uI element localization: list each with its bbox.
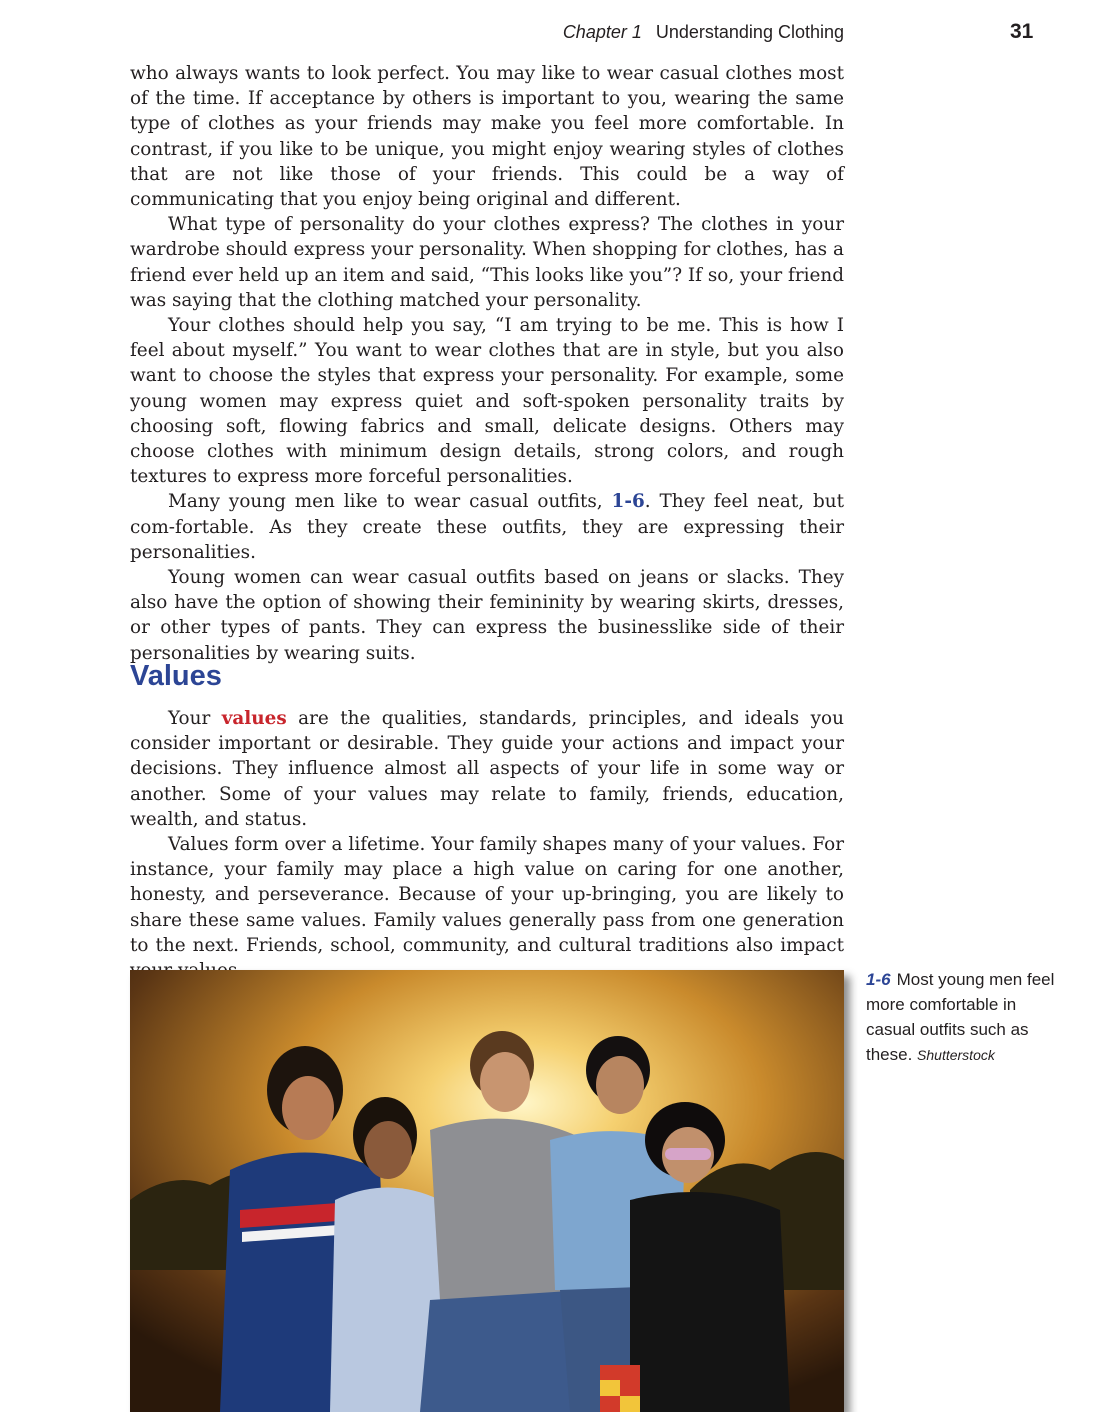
page-number: 31 [1010,20,1034,43]
figure-number: 1-6 [866,970,891,989]
paragraph-text: Your [168,708,222,729]
caption-text: Most young men feel more comfortable in casual outfits such as these. [866,970,1055,1064]
chapter-label: Chapter 1 [562,22,642,42]
paragraph: What type of personality do your clothes express? The clothes in your wardrobe should express your personality. When shopping for clothes, has a friend ever held up an item and said, “This looks like you”? If so, your friend was saying that the clothing matched your personality. [130,214,844,311]
paragraph-text: . They feel neat, but com-fortable. As they create these outfits, they are expressing their personalities. [130,491,844,563]
group-photo-illustration [130,970,844,1412]
section-heading-values: Values [130,660,222,692]
paragraph: who always wants to look perfect. You may like to wear casual clothes most of the time. If acceptance by others is important to you, wearing the same type of clothes as your friends may make you feel more comfortable. In contrast, if you like to be unique, you might enjoy wearing styles of clothes that are not like those of your friends. This could be a way of communicating that you enjoy being original and different. [130,63,844,211]
paragraph: Your clothes should help you say, “I am trying to be me. This is how I feel about myself.” You want to wear clothes that are in style, but you also want to choose the styles that express your personality. For example, some young women may express quiet and soft-spoken personality traits by choosing soft, flowing fabrics and small, delicate designs. Others may choose clothes with minimum design details, strong colors, and rough textures to express more forceful personalities. [130,315,844,488]
paragraph: Young women can wear casual outfits based on jeans or slacks. They also have the option of showing their femininity by wearing skirts, dresses, or other types of pants. They can express the businesslike side of their personalities by wearing suits. [130,567,844,664]
body-text-personality [130,61,844,666]
paragraph [130,489,844,565]
paragraph: Values form over a lifetime. Your family shapes many of your values. For instance, your family may place a high value on caring for one another, honesty, and perseverance. Because of your up-bringing, you are likely to share these same values. Family values generally pass from one generation to the next. Friends, school, community, and cultural traditions also impact [130,834,844,956]
photo-credit: Shutterstock [917,1047,995,1063]
key-term: values [221,708,287,729]
paragraph [130,706,844,832]
figure-caption [866,967,1056,1068]
paragraph-text: Many young men like to wear casual outfits, [168,491,612,513]
figure-photo [130,970,844,1412]
body-text-values [130,706,844,983]
running-head [130,22,844,43]
chapter-title: Understanding Clothing [655,22,844,42]
figure-reference-link[interactable]: 1-6 [611,491,645,513]
paragraph-text: are the qualities, standards, principles, and ideals you consider important or desirable. They guide your actions and impact your decisions. They influence almost all aspects of your life in some way or another. Some of your values may relate to family, friends, education, wealth, and status. [130,708,844,830]
